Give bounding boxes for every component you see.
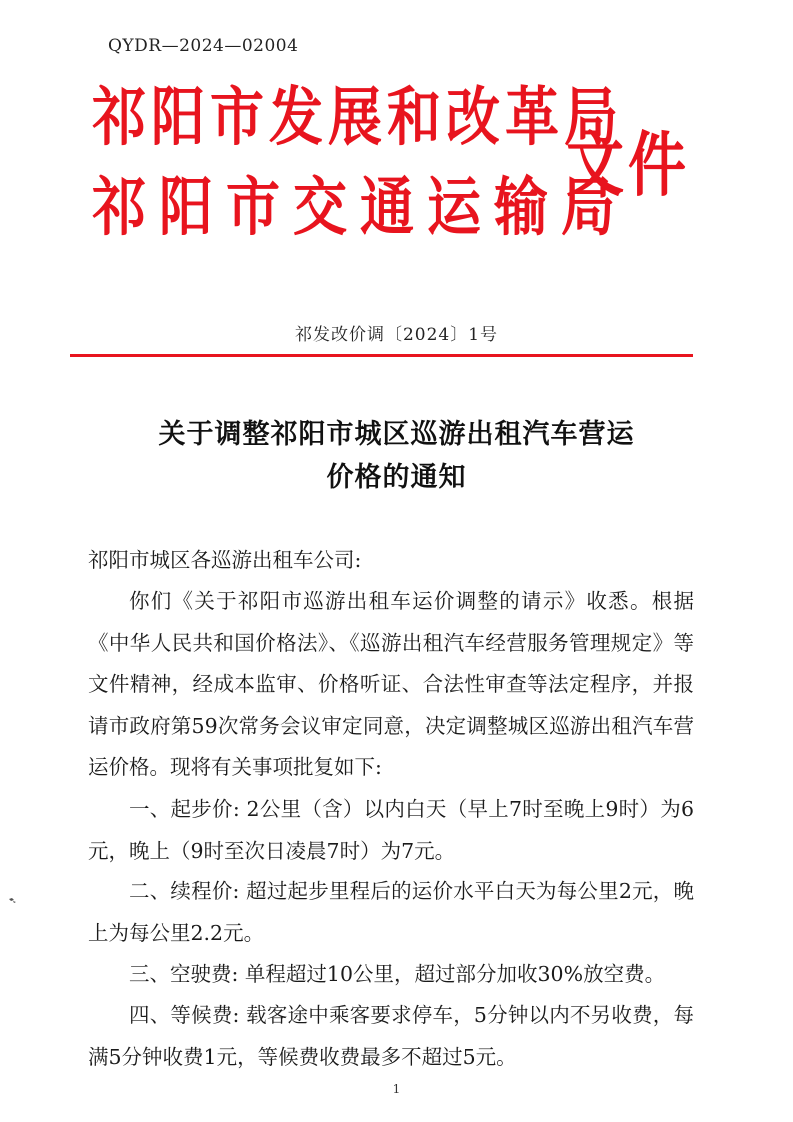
notice-title-line-1: 关于调整祁阳市城区巡游出租汽车营运 [158, 419, 635, 450]
issuing-organization-2: 祁阳市交通运输局 [92, 170, 628, 245]
paragraph-empty-return-fee: 三、空驶费: 单程超过10公里，超过部分加收30%放空费。 [129, 962, 666, 986]
paragraph-starting-fare: 一、起步价: 2公里（含）以内白天（早上7时至晚上9时）为6元，晚上（9时至次日凌晨7时）为7元。 [88, 797, 694, 863]
scan-speck-mark [8, 897, 17, 904]
paragraph-waiting-fee: 四、等候费: 载客途中乘客要求停车，5分钟以内不另收费，每满5分钟收费1元，等候费收费最多不超过5元。 [88, 1003, 694, 1069]
document-code: QYDR—2024—02004 [108, 36, 299, 56]
paragraph-intro: 你们《关于祁阳市巡游出租车运价调整的请示》收悉。根据《中华人民共和国价格法》、《巡游出租汽车经营服务管理规定》等文件精神，经成本监审、价格听证、合法性审查等法定程序，并报请市政府第59次常务会议审定同意，决定调整城区巡游出租汽车营运价格。现将有关事项批复如下: [88, 589, 694, 779]
document-type-label: 文件 [566, 124, 691, 206]
paragraph-distance-fare: 二、续程价: 超过起步里程后的运价水平白天为每公里2元，晚上为每公里2.2元。 [88, 879, 694, 945]
document-number: 祁发改价调〔2024〕1号 [294, 325, 499, 345]
salutation: 祁阳市城区各巡游出租车公司: [88, 548, 362, 572]
red-divider [70, 354, 693, 357]
notice-title-line-2: 价格的通知 [326, 462, 467, 493]
page-number: 1 [392, 1082, 401, 1096]
issuing-organization-1: 祁阳市发展和改革局 [92, 80, 623, 155]
